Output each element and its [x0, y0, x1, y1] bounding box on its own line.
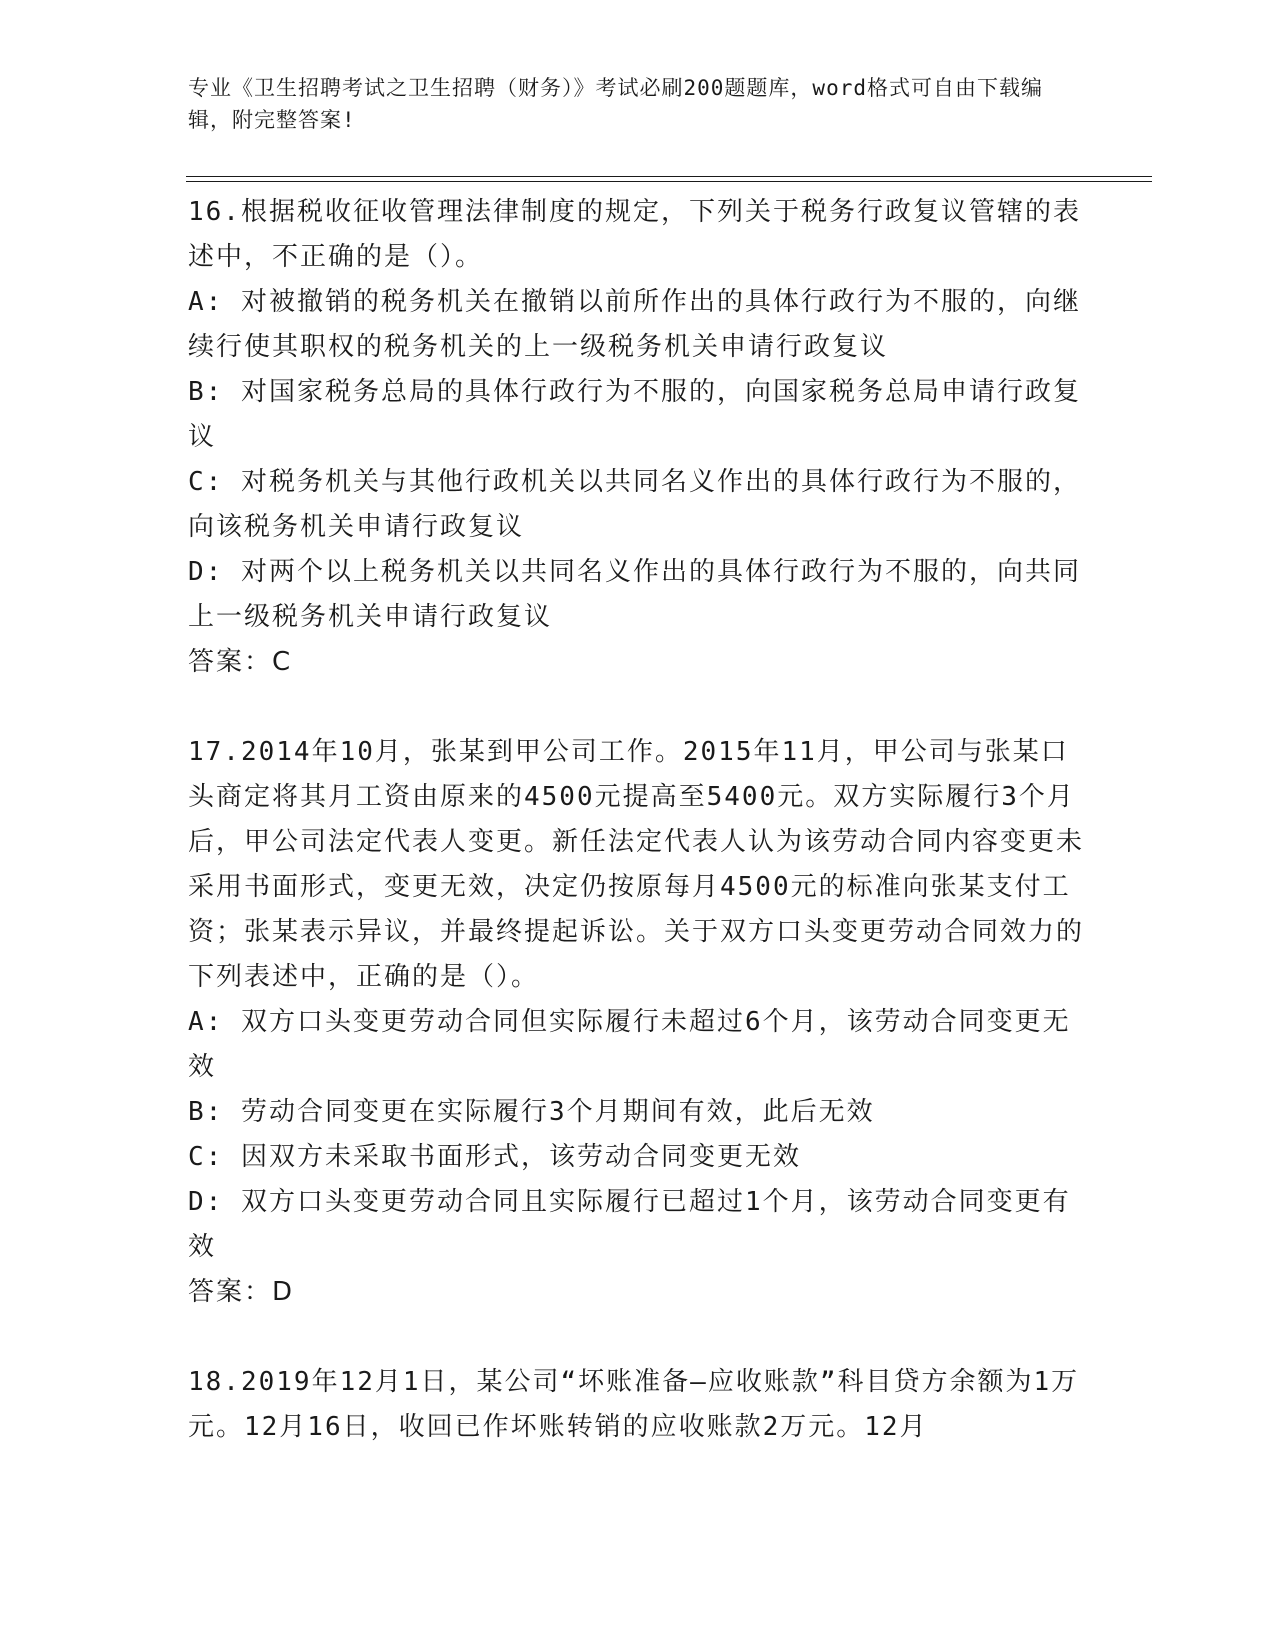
option-d: D: 双方口头变更劳动合同且实际履行已超过1个月，该劳动合同变更有效	[188, 1187, 1071, 1262]
question-spacer	[188, 1315, 1088, 1360]
page-header	[188, 72, 1068, 136]
question-stem: 16.根据税收征收管理法律制度的规定，下列关于税务行政复议管辖的表述中，不正确的是（）。	[188, 197, 1081, 272]
question-16	[188, 190, 1088, 685]
option-c: C: 因双方未采取书面形式，该劳动合同变更无效	[188, 1142, 801, 1172]
answer: 答案：D	[188, 1277, 295, 1307]
header-divider	[186, 176, 1152, 177]
question-17	[188, 730, 1088, 1315]
question-stem: 18.2019年12月1日，某公司“坏账准备—应收账款”科目贷方余额为1万元。12月16日，收回已作坏账转销的应收账款2万元。12月	[188, 1367, 1080, 1442]
answer: 答案：C	[188, 647, 293, 677]
question-18	[188, 1360, 1088, 1450]
option-b: B: 劳动合同变更在实际履行3个月期间有效，此后无效	[188, 1097, 875, 1127]
option-a: A: 双方口头变更劳动合同但实际履行未超过6个月，该劳动合同变更无效	[188, 1007, 1071, 1082]
option-b: B: 对国家税务总局的具体行政行为不服的，向国家税务总局申请行政复议	[188, 377, 1081, 452]
option-d: D: 对两个以上税务机关以共同名义作出的具体行政行为不服的，向共同上一级税务机关申请行政复议	[188, 557, 1081, 632]
option-c: C: 对税务机关与其他行政机关以共同名义作出的具体行政行为不服的，向该税务机关申请行政复议	[188, 467, 1081, 542]
question-spacer	[188, 685, 1088, 730]
option-a: A: 对被撤销的税务机关在撤销以前所作出的具体行政行为不服的，向继续行使其职权的税务机关的上一级税务机关申请行政复议	[188, 287, 1081, 362]
header-divider	[186, 181, 1152, 182]
question-stem: 17.2014年10月，张某到甲公司工作。2015年11月，甲公司与张某口头商定将其月工资由原来的4500元提高至5400元。双方实际履行3个月后，甲公司法定代表人变更。新任法定代表人认为该劳动合同内容变更未采用书面形式，变更无效，决定仍按原每月4500元的标准向张某支付工资；张某表示异议，并最终提起诉讼。关于双方口头变更劳动合同效力的下列表述中，正确的是（）。	[188, 737, 1085, 992]
header-title: 专业《卫生招聘考试之卫生招聘（财务）》考试必刷200题题库，word格式可自由下载编辑，附完整答案!	[188, 76, 1043, 132]
question-list	[188, 190, 1088, 1450]
